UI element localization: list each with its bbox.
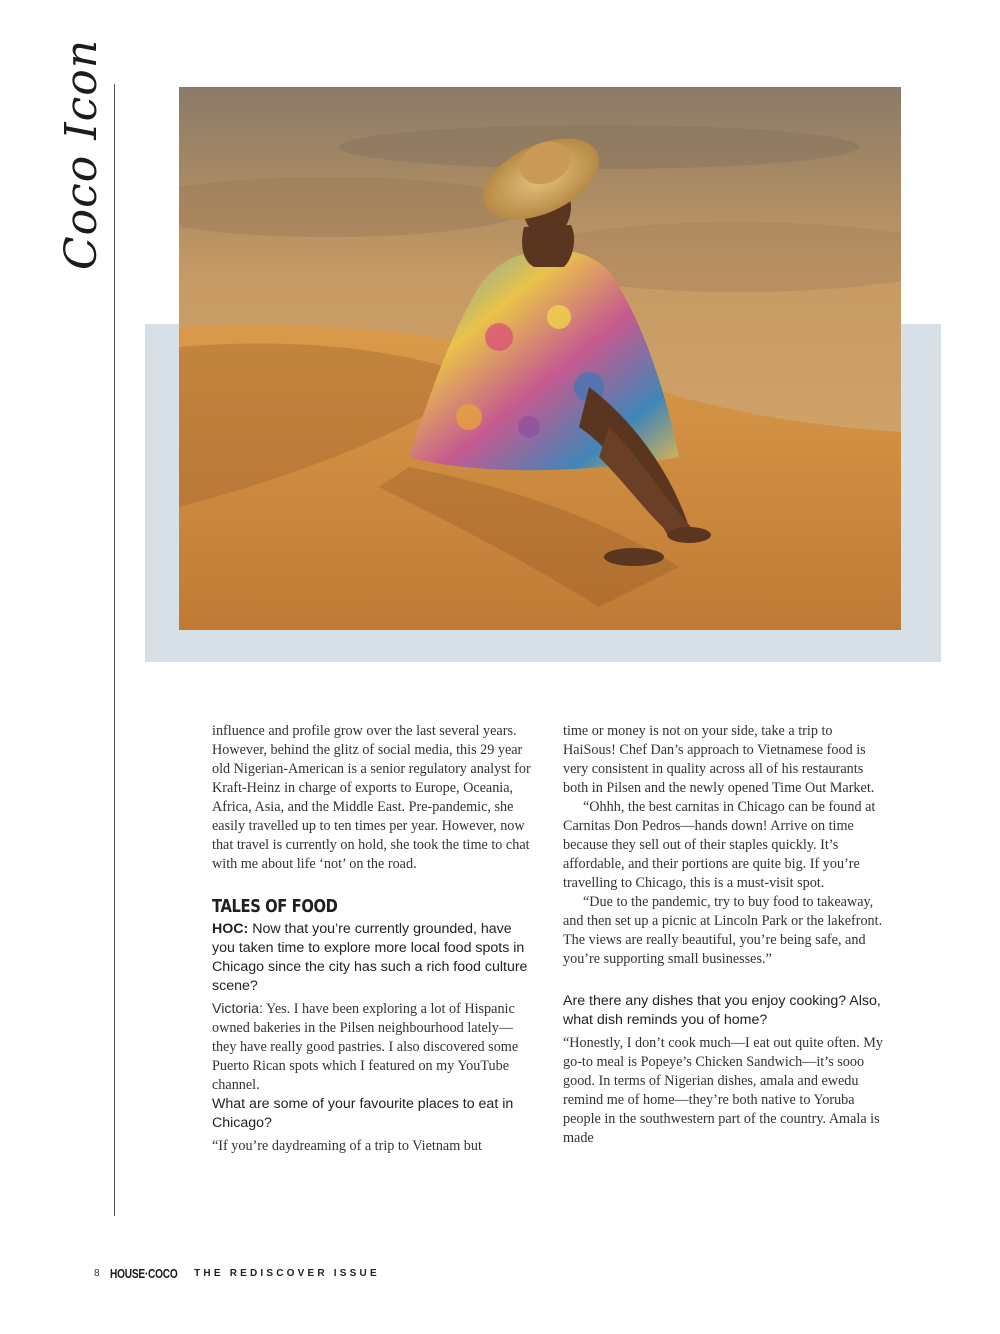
answer-1-text: Yes. I have been exploring a lot of Hispanic owned bakeries in the Pilsen neighbourhood lately—they have really good pastries. I also discovered some Puerto Rican spots which I featured on my YouTube channel.	[212, 1001, 519, 1093]
paragraph-3: “Due to the pandemic, try to buy food to takeaway, and then set up a picnic at Lincoln Park or the lakefront. The views are really beautiful, you’re being safe, and you’re supporting small businesses.”	[563, 894, 883, 967]
page-number: 8	[94, 1268, 100, 1279]
interviewee-label: Victoria:	[212, 1001, 263, 1017]
right-column	[563, 722, 887, 1148]
feature-photo	[179, 87, 901, 630]
page-footer	[94, 1266, 380, 1281]
issue-title: THE REDISCOVER ISSUE	[194, 1268, 380, 1279]
intro-paragraph: influence and profile grow over the last several years. However, behind the glitz of social media, this 29 year old Nigerian-American is a senior regulatory analyst for Kraft-Heinz in charge of exports to Europe, Oceania, Africa, Asia, and the Middle East. Pre-pandemic, she easily travelled up to ten times per year. However, now that travel is currently on hold, she took the time to chat with me about life ‘not’ on the road.	[212, 723, 531, 872]
answer-2-start: “If you’re daydreaming of a trip to Vietnam but	[212, 1138, 482, 1154]
section-label: Coco Icon	[56, 38, 107, 270]
left-column	[212, 722, 536, 1156]
paragraph-2: “Ohhh, the best carnitas in Chicago can be found at Carnitas Don Pedros—hands down! Arrive on time because they sell out of their staples quickly. It’s affordable, and their portions are quite big. If you’re travelling to Chicago, this is a must-visit spot.	[563, 799, 876, 891]
brand-logo: HOUSE·COCO	[109, 1266, 178, 1281]
section-heading: TALES OF FOOD	[212, 896, 338, 917]
question-3: Are there any dishes that you enjoy cooking? Also, what dish reminds you of home?	[563, 993, 881, 1028]
question-1-text: Now that you’re currently grounded, have you taken time to explore more local food spots in Chicago since the city has such a rich food culture scene?	[212, 921, 528, 994]
vertical-rule	[114, 84, 115, 1216]
answer-3: “Honestly, I don’t cook much—I eat out quite often. My go-to meal is Popeye’s Chicken Sandwich—it’s sooo good. In terms of Nigerian dishes, amala and ewedu remind me of home—they’re both native to Yoruba people in the southwestern part of the country. Amala is made	[563, 1035, 883, 1146]
paragraph-1: time or money is not on your side, take a trip to HaiSous! Chef Dan’s approach to Vietnamese food is very consistent in quality across all of his restaurants both in Pilsen and the newly opened Time Out Market.	[563, 723, 875, 796]
question-1	[212, 920, 536, 996]
interviewer-label: HOC:	[212, 921, 249, 937]
question-2: What are some of your favourite places to eat in Chicago?	[212, 1096, 514, 1131]
answer-1	[212, 1000, 536, 1095]
